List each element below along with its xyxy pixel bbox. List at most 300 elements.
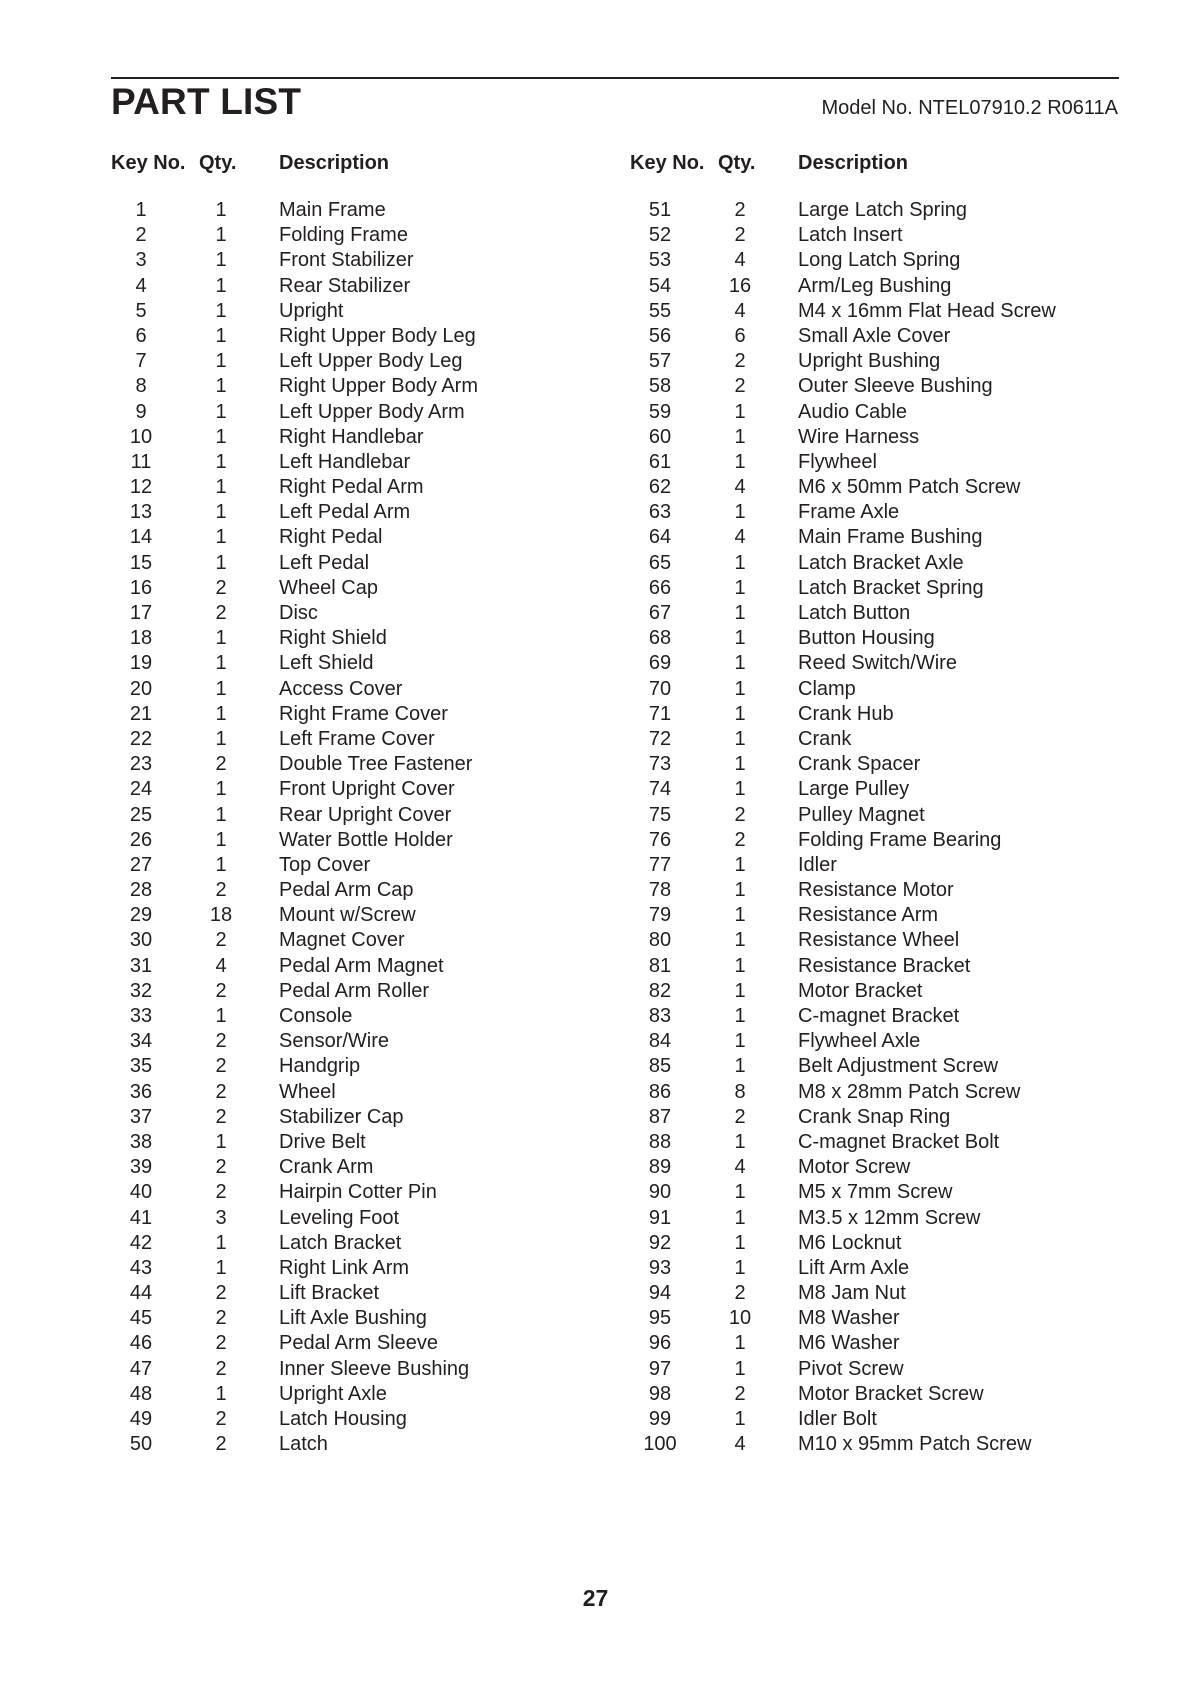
- part-description: Latch Bracket Axle: [798, 551, 964, 574]
- part-row: [630, 1382, 1110, 1407]
- part-key-number: 31: [129, 954, 153, 977]
- part-row: [111, 1281, 591, 1306]
- part-description: Wheel: [279, 1080, 336, 1103]
- part-quantity: 1: [215, 1130, 227, 1153]
- part-row: [111, 475, 591, 500]
- part-description: Right Upper Body Leg: [279, 324, 476, 347]
- part-description: Leveling Foot: [279, 1206, 400, 1229]
- part-row: [630, 828, 1110, 853]
- part-description: Resistance Arm: [798, 904, 939, 927]
- part-key-number: 86: [648, 1080, 672, 1103]
- part-quantity: 1: [734, 778, 746, 801]
- part-description: Inner Sleeve Bushing: [279, 1357, 470, 1380]
- part-quantity: 2: [215, 1181, 227, 1204]
- part-key-number: 34: [129, 1030, 153, 1053]
- part-quantity: 2: [215, 1055, 227, 1078]
- part-key-number: 18: [129, 627, 153, 650]
- part-quantity: 2: [215, 1332, 227, 1355]
- part-quantity: 2: [215, 1307, 227, 1330]
- part-key-number: 99: [648, 1408, 672, 1430]
- part-row: [630, 752, 1110, 777]
- part-row: [630, 1281, 1110, 1306]
- part-description: Mount w/Screw: [279, 904, 416, 927]
- part-quantity: 4: [734, 249, 746, 272]
- part-key-number: 44: [129, 1282, 153, 1305]
- part-quantity: 1: [215, 526, 227, 549]
- part-key-number: 75: [648, 803, 672, 826]
- part-key-number: 42: [129, 1231, 153, 1254]
- part-key-number: 35: [129, 1055, 153, 1078]
- part-description: M8 x 28mm Patch Screw: [798, 1080, 1021, 1103]
- part-description: Left Shield: [279, 652, 374, 675]
- part-key-number: 26: [129, 828, 153, 851]
- part-key-number: 83: [648, 1005, 672, 1027]
- part-key-number: 9: [135, 400, 147, 423]
- part-quantity: 2: [734, 1382, 746, 1405]
- part-quantity: 3: [215, 1206, 227, 1229]
- part-quantity: 1: [215, 1256, 227, 1279]
- part-row: [111, 1382, 591, 1407]
- part-description: Large Pulley: [798, 778, 910, 801]
- part-description: Crank Arm: [279, 1156, 374, 1179]
- part-description: Motor Screw: [798, 1156, 911, 1179]
- part-row: [630, 500, 1110, 525]
- part-description: Small Axle Cover: [798, 324, 951, 347]
- part-row: [111, 1231, 591, 1256]
- part-row: [630, 1432, 1110, 1457]
- part-key-number: 5: [135, 299, 147, 322]
- part-row: [111, 576, 591, 601]
- part-quantity: 1: [215, 1231, 227, 1254]
- part-description: Latch Button: [798, 602, 911, 624]
- part-row: [630, 1155, 1110, 1180]
- part-description: Left Pedal Arm: [279, 501, 411, 524]
- part-key-number: 72: [648, 727, 672, 750]
- part-row: [111, 1180, 591, 1205]
- part-description: Upright Bushing: [798, 350, 941, 373]
- part-description: Left Upper Body Leg: [279, 350, 463, 373]
- part-key-number: 74: [648, 778, 672, 801]
- part-key-number: 67: [648, 602, 672, 624]
- part-quantity: 1: [734, 1357, 746, 1380]
- part-quantity: 2: [215, 1030, 227, 1053]
- part-quantity: 1: [734, 929, 746, 952]
- part-key-number: 82: [648, 979, 672, 1002]
- part-quantity: 2: [734, 375, 746, 398]
- part-key-number: 71: [648, 702, 672, 725]
- part-key-number: 81: [648, 954, 672, 977]
- part-quantity: 1: [734, 1181, 746, 1204]
- part-key-number: 4: [135, 274, 147, 297]
- part-key-number: 61: [648, 450, 672, 473]
- part-key-number: 47: [129, 1357, 153, 1380]
- part-row: [111, 954, 591, 979]
- part-quantity: 1: [215, 853, 227, 876]
- part-key-number: 87: [648, 1105, 672, 1128]
- part-row: [111, 1054, 591, 1079]
- part-row: [111, 777, 591, 802]
- part-row: [630, 1256, 1110, 1281]
- part-row: [111, 1256, 591, 1281]
- part-key-number: 85: [648, 1055, 672, 1078]
- key-no-header: Key No.: [111, 152, 186, 174]
- part-row: [630, 954, 1110, 979]
- part-description: Reed Switch/Wire: [798, 652, 957, 675]
- part-description: Motor Bracket Screw: [798, 1382, 984, 1405]
- part-description: M6 Locknut: [798, 1231, 902, 1254]
- key-no-header: Key No.: [630, 152, 705, 174]
- part-description: M3.5 x 12mm Screw: [798, 1206, 981, 1229]
- part-key-number: 37: [129, 1105, 153, 1128]
- part-description: Right Upper Body Arm: [279, 375, 478, 398]
- part-quantity: 1: [215, 501, 227, 524]
- part-key-number: 45: [129, 1307, 153, 1330]
- part-description: Left Pedal: [279, 551, 370, 574]
- part-quantity: 1: [734, 425, 746, 448]
- part-description: Pedal Arm Roller: [279, 979, 430, 1002]
- part-row: [111, 1155, 591, 1180]
- part-quantity: 2: [215, 1282, 227, 1305]
- part-quantity: 2: [215, 1357, 227, 1380]
- part-key-number: 12: [129, 476, 153, 499]
- part-key-number: 93: [648, 1256, 672, 1279]
- part-description: Front Stabilizer: [279, 249, 414, 272]
- part-description: Right Shield: [279, 627, 387, 650]
- part-quantity: 1: [734, 979, 746, 1002]
- part-key-number: 100: [643, 1433, 677, 1456]
- qty-header: Qty.: [718, 152, 756, 174]
- part-description: M5 x 7mm Screw: [798, 1181, 953, 1204]
- part-quantity: 1: [734, 1332, 746, 1355]
- part-key-number: 90: [648, 1181, 672, 1204]
- part-description: Right Pedal Arm: [279, 476, 424, 499]
- part-description: Main Frame: [279, 199, 386, 221]
- part-quantity: 2: [215, 879, 227, 902]
- column-header-row: [630, 152, 1110, 178]
- part-description: Flywheel Axle: [798, 1030, 921, 1053]
- part-description: Crank Snap Ring: [798, 1105, 951, 1128]
- part-key-number: 68: [648, 627, 672, 650]
- part-description: Main Frame Bushing: [798, 526, 983, 549]
- part-description: Upright: [279, 299, 344, 322]
- part-key-number: 73: [648, 753, 672, 776]
- part-quantity: 1: [215, 803, 227, 826]
- part-row: [630, 1180, 1110, 1205]
- part-quantity: 1: [215, 828, 227, 851]
- part-key-number: 17: [129, 602, 153, 624]
- part-quantity: 1: [734, 1130, 746, 1153]
- part-row: [111, 551, 591, 576]
- part-quantity: 2: [734, 1282, 746, 1305]
- part-key-number: 77: [648, 853, 672, 876]
- part-row: [630, 1331, 1110, 1356]
- part-key-number: 43: [129, 1256, 153, 1279]
- part-description: Top Cover: [279, 853, 371, 876]
- part-row: [630, 979, 1110, 1004]
- part-row: [630, 1080, 1110, 1105]
- part-row: [111, 677, 591, 702]
- part-description: Lift Axle Bushing: [279, 1307, 427, 1330]
- part-key-number: 38: [129, 1130, 153, 1153]
- part-key-number: 6: [135, 324, 147, 347]
- part-description: Latch Insert: [798, 224, 903, 247]
- part-quantity: 2: [215, 929, 227, 952]
- part-row: [630, 878, 1110, 903]
- part-description: Console: [279, 1005, 353, 1027]
- part-quantity: 1: [215, 224, 227, 247]
- part-quantity: 1: [734, 954, 746, 977]
- part-quantity: 4: [734, 1156, 746, 1179]
- part-key-number: 24: [129, 778, 153, 801]
- part-description: Pedal Arm Sleeve: [279, 1332, 438, 1355]
- part-key-number: 80: [648, 929, 672, 952]
- part-row: [630, 727, 1110, 752]
- part-key-number: 64: [648, 526, 672, 549]
- part-quantity: 1: [215, 375, 227, 398]
- part-row: [111, 1432, 591, 1457]
- part-quantity: 1: [215, 677, 227, 700]
- part-description: Idler Bolt: [798, 1408, 877, 1430]
- part-row: [630, 1231, 1110, 1256]
- part-row: [630, 651, 1110, 676]
- part-row: [630, 551, 1110, 576]
- part-row: [630, 601, 1110, 626]
- column-header-row: [111, 152, 591, 178]
- description-header: Description: [279, 152, 390, 174]
- part-key-number: 78: [648, 879, 672, 902]
- part-quantity: 1: [734, 576, 746, 599]
- part-quantity: 2: [215, 1408, 227, 1430]
- part-quantity: 1: [734, 727, 746, 750]
- part-description: Resistance Motor: [798, 879, 954, 902]
- part-row: [111, 803, 591, 828]
- part-key-number: 60: [648, 425, 672, 448]
- part-row: [630, 1357, 1110, 1382]
- part-key-number: 3: [135, 249, 147, 272]
- part-description: Crank Spacer: [798, 753, 921, 776]
- part-description: Motor Bracket: [798, 979, 923, 1002]
- part-quantity: 1: [215, 778, 227, 801]
- part-quantity: 2: [215, 1156, 227, 1179]
- part-key-number: 92: [648, 1231, 672, 1254]
- part-key-number: 39: [129, 1156, 153, 1179]
- part-key-number: 21: [129, 702, 153, 725]
- part-quantity: 2: [734, 803, 746, 826]
- part-quantity: 1: [215, 476, 227, 499]
- part-row: [630, 702, 1110, 727]
- part-key-number: 7: [135, 350, 147, 373]
- part-key-number: 50: [129, 1433, 153, 1456]
- part-description: Left Frame Cover: [279, 727, 435, 750]
- part-description: Right Handlebar: [279, 425, 424, 448]
- part-quantity: 1: [734, 652, 746, 675]
- part-quantity: 2: [734, 350, 746, 373]
- part-key-number: 2: [135, 224, 147, 247]
- part-description: Rear Upright Cover: [279, 803, 452, 826]
- part-description: C-magnet Bracket Bolt: [798, 1130, 1000, 1153]
- part-description: M4 x 16mm Flat Head Screw: [798, 299, 1056, 322]
- part-row: [630, 1130, 1110, 1155]
- part-row: [630, 223, 1110, 248]
- part-description: M6 x 50mm Patch Screw: [798, 476, 1021, 499]
- part-row: [111, 400, 591, 425]
- part-row: [630, 1004, 1110, 1029]
- part-key-number: 49: [129, 1408, 153, 1430]
- part-quantity: 1: [734, 501, 746, 524]
- part-key-number: 95: [648, 1307, 672, 1330]
- part-quantity: 2: [215, 1433, 227, 1456]
- part-row: [630, 198, 1110, 223]
- part-description: Resistance Wheel: [798, 929, 960, 952]
- part-row: [111, 1206, 591, 1231]
- part-key-number: 29: [129, 904, 153, 927]
- part-quantity: 1: [215, 400, 227, 423]
- part-description: Resistance Bracket: [798, 954, 971, 977]
- part-row: [111, 1407, 591, 1432]
- part-description: Crank Hub: [798, 702, 894, 725]
- part-key-number: 98: [648, 1382, 672, 1405]
- part-description: Water Bottle Holder: [279, 828, 453, 851]
- part-description: Lift Arm Axle: [798, 1256, 910, 1279]
- parts-list-left: [111, 198, 591, 1457]
- part-key-number: 59: [648, 400, 672, 423]
- part-row: [111, 878, 591, 903]
- part-quantity: 1: [734, 879, 746, 902]
- part-quantity: 1: [734, 1055, 746, 1078]
- model-number: Model No. NTEL07910.2 R0611A: [821, 97, 1118, 119]
- part-key-number: 8: [135, 375, 147, 398]
- part-description: Hairpin Cotter Pin: [279, 1181, 437, 1204]
- part-description: Pedal Arm Magnet: [279, 954, 444, 977]
- part-description: Right Frame Cover: [279, 702, 448, 725]
- part-quantity: 4: [734, 476, 746, 499]
- parts-column-left: [111, 152, 591, 1457]
- part-description: Frame Axle: [798, 501, 900, 524]
- part-row: [630, 1306, 1110, 1331]
- part-key-number: 51: [648, 199, 672, 221]
- part-row: [111, 651, 591, 676]
- part-quantity: 1: [734, 904, 746, 927]
- part-key-number: 32: [129, 979, 153, 1002]
- part-quantity: 2: [215, 1105, 227, 1128]
- part-row: [630, 450, 1110, 475]
- part-row: [630, 576, 1110, 601]
- part-description: Double Tree Fastener: [279, 753, 473, 776]
- part-row: [111, 299, 591, 324]
- part-key-number: 13: [129, 501, 153, 524]
- part-row: [630, 928, 1110, 953]
- part-quantity: 2: [215, 979, 227, 1002]
- part-key-number: 58: [648, 375, 672, 398]
- part-key-number: 76: [648, 828, 672, 851]
- part-quantity: 1: [215, 627, 227, 650]
- part-key-number: 84: [648, 1030, 672, 1053]
- part-quantity: 1: [734, 677, 746, 700]
- part-description: M10 x 95mm Patch Screw: [798, 1433, 1032, 1456]
- part-description: Idler: [798, 853, 837, 876]
- part-row: [111, 198, 591, 223]
- part-row: [630, 475, 1110, 500]
- part-row: [630, 374, 1110, 399]
- part-description: Upright Axle: [279, 1382, 387, 1405]
- part-quantity: 16: [728, 274, 752, 297]
- part-row: [630, 853, 1110, 878]
- part-quantity: 4: [734, 1433, 746, 1456]
- page-number: 27: [582, 1585, 609, 1611]
- part-key-number: 20: [129, 677, 153, 700]
- part-key-number: 79: [648, 904, 672, 927]
- part-description: Disc: [279, 602, 318, 624]
- part-row: [630, 324, 1110, 349]
- part-description: Handgrip: [279, 1055, 361, 1078]
- part-key-number: 15: [129, 551, 153, 574]
- description-header: Description: [798, 152, 909, 174]
- part-key-number: 89: [648, 1156, 672, 1179]
- part-description: Outer Sleeve Bushing: [798, 375, 993, 398]
- part-description: Long Latch Spring: [798, 249, 961, 272]
- part-row: [111, 425, 591, 450]
- header-rule: [111, 77, 1119, 79]
- part-key-number: 88: [648, 1130, 672, 1153]
- part-quantity: 2: [215, 753, 227, 776]
- part-key-number: 1: [135, 199, 147, 221]
- part-quantity: 1: [734, 551, 746, 574]
- part-description: Pulley Magnet: [798, 803, 925, 826]
- part-row: [111, 248, 591, 273]
- part-description: Flywheel: [798, 450, 877, 473]
- part-row: [111, 727, 591, 752]
- part-description: M8 Jam Nut: [798, 1282, 906, 1305]
- part-key-number: 14: [129, 526, 153, 549]
- part-key-number: 10: [129, 425, 153, 448]
- part-description: Latch Housing: [279, 1408, 407, 1430]
- part-key-number: 48: [129, 1382, 153, 1405]
- part-row: [630, 1105, 1110, 1130]
- parts-list-right: [630, 198, 1110, 1457]
- part-row: [111, 626, 591, 651]
- part-row: [630, 400, 1110, 425]
- part-row: [111, 374, 591, 399]
- part-key-number: 16: [129, 576, 153, 599]
- part-description: Lift Bracket: [279, 1282, 380, 1305]
- part-row: [111, 1130, 591, 1155]
- part-description: Right Link Arm: [279, 1256, 410, 1279]
- part-row: [630, 803, 1110, 828]
- part-description: Magnet Cover: [279, 929, 405, 952]
- part-key-number: 55: [648, 299, 672, 322]
- part-quantity: 1: [215, 324, 227, 347]
- part-quantity: 8: [734, 1080, 746, 1103]
- qty-header: Qty.: [199, 152, 237, 174]
- part-description: Wire Harness: [798, 425, 920, 448]
- part-quantity: 6: [734, 324, 746, 347]
- part-key-number: 36: [129, 1080, 153, 1103]
- part-row: [111, 928, 591, 953]
- part-key-number: 40: [129, 1181, 153, 1204]
- part-key-number: 30: [129, 929, 153, 952]
- part-quantity: 1: [215, 199, 227, 221]
- part-description: Front Upright Cover: [279, 778, 455, 801]
- part-description: Clamp: [798, 677, 856, 700]
- part-row: [630, 1407, 1110, 1432]
- part-quantity: 1: [734, 602, 746, 624]
- part-row: [111, 1306, 591, 1331]
- part-key-number: 63: [648, 501, 672, 524]
- part-row: [111, 1029, 591, 1054]
- part-row: [630, 425, 1110, 450]
- part-description: Sensor/Wire: [279, 1030, 390, 1053]
- part-description: Rear Stabilizer: [279, 274, 411, 297]
